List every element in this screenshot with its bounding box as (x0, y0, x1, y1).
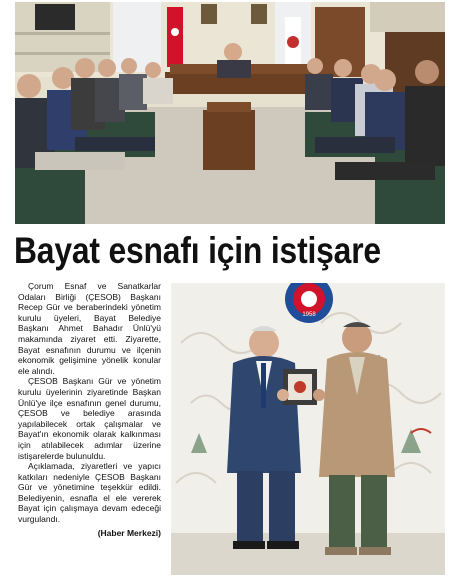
meeting-photo (15, 2, 445, 224)
article-paragraph: ÇESOB Başkanı Gür ve yönetim kurulu üyelerinin ziyaretinde Başkan Ünlü'ye ilçe esnafının genel durumu, ÇESOB ve belediye arasında yapılabilecek ortak çalışmalar ve Bayat'ın ekonomik olarak kalkınması için atılabilecek adımlar üzerine istişarelerde bulunuldu. (18, 376, 161, 461)
article-paragraph: Çorum Esnaf ve Sanatkarlar Odaları Birliği (ÇESOB) Başkanı Recep Gür ve beraberindeki yönetim kurulu üyeleri, Bayat Belediye Başkanı Ahmet Bahadır Ünlü'yü makamında ziyaret etti. Ziyarette, Bayat esnafının durumu ve ilçenin ekonomik gelişimine yönelik konular ele alındı. (18, 281, 161, 376)
logo-year: 1958 (302, 312, 316, 318)
headline: Bayat esnafı için istişare (14, 230, 381, 271)
article-body (18, 281, 161, 571)
plaque-presentation-photo (171, 283, 445, 575)
article-paragraph: Açıklamada, ziyaretleri ve yapıcı katkıları nedeniyle ÇESOB Başkanı Gür ve yönetimine teşekkür edildi. Belediyenin, esnafla el ele vererek Bayat için çalışmaya devam edeceği vurgulandı. (18, 461, 161, 525)
article-source: (Haber Merkezi) (97, 527, 161, 538)
